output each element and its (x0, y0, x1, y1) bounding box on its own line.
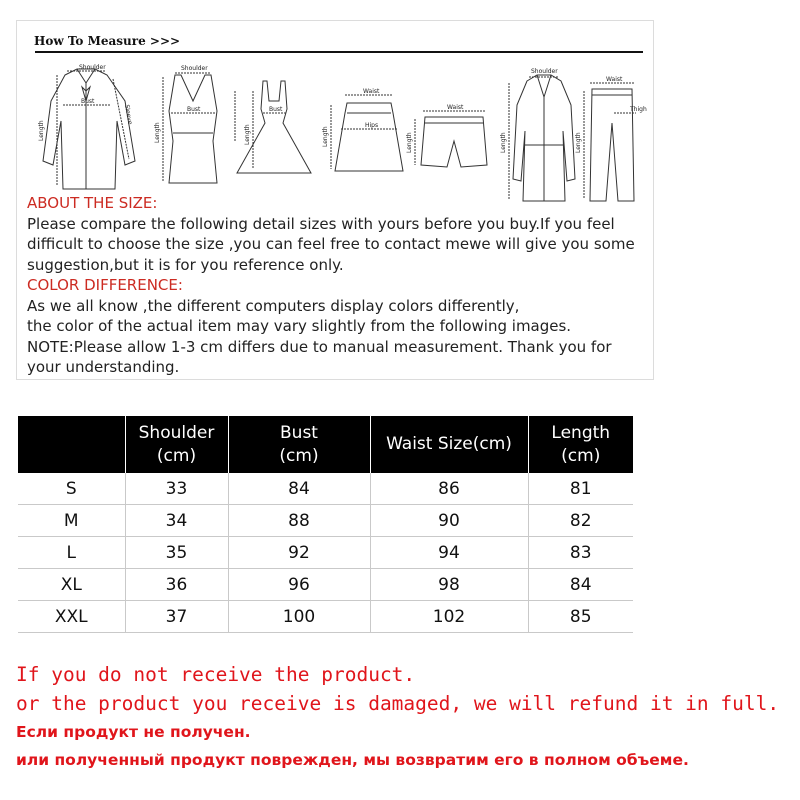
color-difference-line: the color of the actual item may vary slightly from the following images. (27, 317, 572, 335)
garment-illustrations (33, 61, 647, 211)
shoulder-cell: 36 (125, 569, 228, 601)
top-length-label: Length (154, 122, 161, 143)
header-shoulder-unit: (cm) (156, 445, 197, 466)
dress-figure (237, 81, 311, 173)
header-length-label: Length (551, 422, 611, 443)
color-difference-heading: COLOR DIFFERENCE: (27, 276, 183, 294)
refund-notice-ru-line1: Если продукт не получен. (16, 723, 251, 741)
pants-figure (575, 76, 647, 201)
shoulder-cell: 34 (125, 505, 228, 537)
coat-length-label: Length (500, 132, 507, 153)
length-cell: 82 (528, 505, 633, 537)
shirt-sleeve-label: Sleeve (123, 104, 134, 126)
color-difference-line: NOTE:Please allow 1-3 cm differs due to manual measurement. Thank you for (27, 337, 612, 356)
header-length (528, 416, 633, 473)
shorts-figure (406, 104, 487, 167)
length-cell: 85 (528, 601, 633, 633)
top-bust-label: Bust (187, 106, 201, 113)
top-shoulder-label: Shoulder (181, 65, 208, 72)
refund-notice-ru-line2: или полученный продукт поврежден, мы возвратим его в полном объеме. (16, 751, 689, 769)
table-row (18, 601, 633, 633)
waist-cell: 94 (370, 537, 528, 569)
refund-notice (16, 660, 779, 774)
title-divider (35, 51, 643, 53)
about-size-line: suggestion,but it is for you reference only. (27, 255, 344, 274)
waist-cell: 98 (370, 569, 528, 601)
header-length-unit: (cm) (561, 445, 601, 466)
dress-bust-label: Bust (269, 106, 283, 113)
header-bust (228, 416, 370, 473)
waist-cell: 86 (370, 473, 528, 505)
size-chart-table (18, 416, 633, 633)
pants-thigh-label: Thigh (630, 106, 647, 113)
refund-notice-en-line1: If you do not receive the product. (16, 663, 416, 686)
shoulder-cell: 37 (125, 601, 228, 633)
header-bust-label: Bust (280, 422, 318, 443)
skirt-hips-label: Hips (365, 122, 379, 129)
shoulder-cell: 35 (125, 537, 228, 569)
measurement-figures (33, 61, 647, 211)
about-size-line: Please compare the following detail sizes with yours before you buy.If you feel (27, 214, 615, 233)
header-waist (370, 416, 528, 473)
table-header-row (18, 416, 633, 473)
refund-notice-en-line2: or the product you receive is damaged, we will refund it in full. (16, 692, 780, 715)
table-row (18, 537, 633, 569)
size-cell: XXL (18, 601, 125, 633)
skirt-waist-label: Waist (363, 88, 380, 95)
shirt-figure (38, 64, 135, 189)
size-cell: S (18, 473, 125, 505)
bust-cell: 92 (228, 537, 370, 569)
color-difference-line: your understanding. (27, 358, 180, 376)
shirt-shoulder-label: Shoulder (79, 64, 106, 71)
tank-top-figure (154, 65, 235, 183)
waist-cell: 90 (370, 505, 528, 537)
shirt-length-label: Length (38, 120, 45, 141)
table-row (18, 569, 633, 601)
length-cell: 84 (528, 569, 633, 601)
length-cell: 81 (528, 473, 633, 505)
header-shoulder (125, 416, 228, 473)
shorts-length-label: Length (406, 132, 413, 153)
table-row (18, 505, 633, 537)
table-row (18, 473, 633, 505)
pants-waist-label: Waist (606, 76, 623, 83)
size-notes (27, 193, 647, 378)
about-size-heading: ABOUT THE SIZE: (27, 194, 158, 212)
size-cell: L (18, 537, 125, 569)
pants-length-label: Length (575, 132, 582, 153)
header-bust-unit: (cm) (279, 445, 319, 466)
bust-cell: 84 (228, 473, 370, 505)
waist-cell: 102 (370, 601, 528, 633)
shorts-waist-label: Waist (447, 104, 464, 111)
length-cell: 83 (528, 537, 633, 569)
size-info-panel (16, 20, 654, 380)
how-to-measure-title: How To Measure >>> (34, 34, 181, 48)
skirt-length-label: Length (322, 126, 329, 147)
shirt-bust-label: Bust (81, 98, 95, 105)
header-shoulder-label: Shoulder (138, 422, 215, 443)
dress-length-label: Length (244, 124, 251, 145)
coat-figure (500, 68, 575, 201)
size-cell: M (18, 505, 125, 537)
bust-cell: 88 (228, 505, 370, 537)
about-size-line: difficult to choose the size ,you can feel free to contact mewe will give you some (27, 235, 635, 253)
bust-cell: 100 (228, 601, 370, 633)
coat-shoulder-label: Shoulder (531, 68, 558, 75)
skirt-figure (322, 88, 403, 171)
header-waist-label: Waist Size(cm) (386, 434, 512, 454)
shoulder-cell: 33 (125, 473, 228, 505)
color-difference-line: As we all know ,the different computers display colors differently, (27, 296, 520, 315)
bust-cell: 96 (228, 569, 370, 601)
size-cell: XL (18, 569, 125, 601)
header-size (18, 416, 125, 473)
